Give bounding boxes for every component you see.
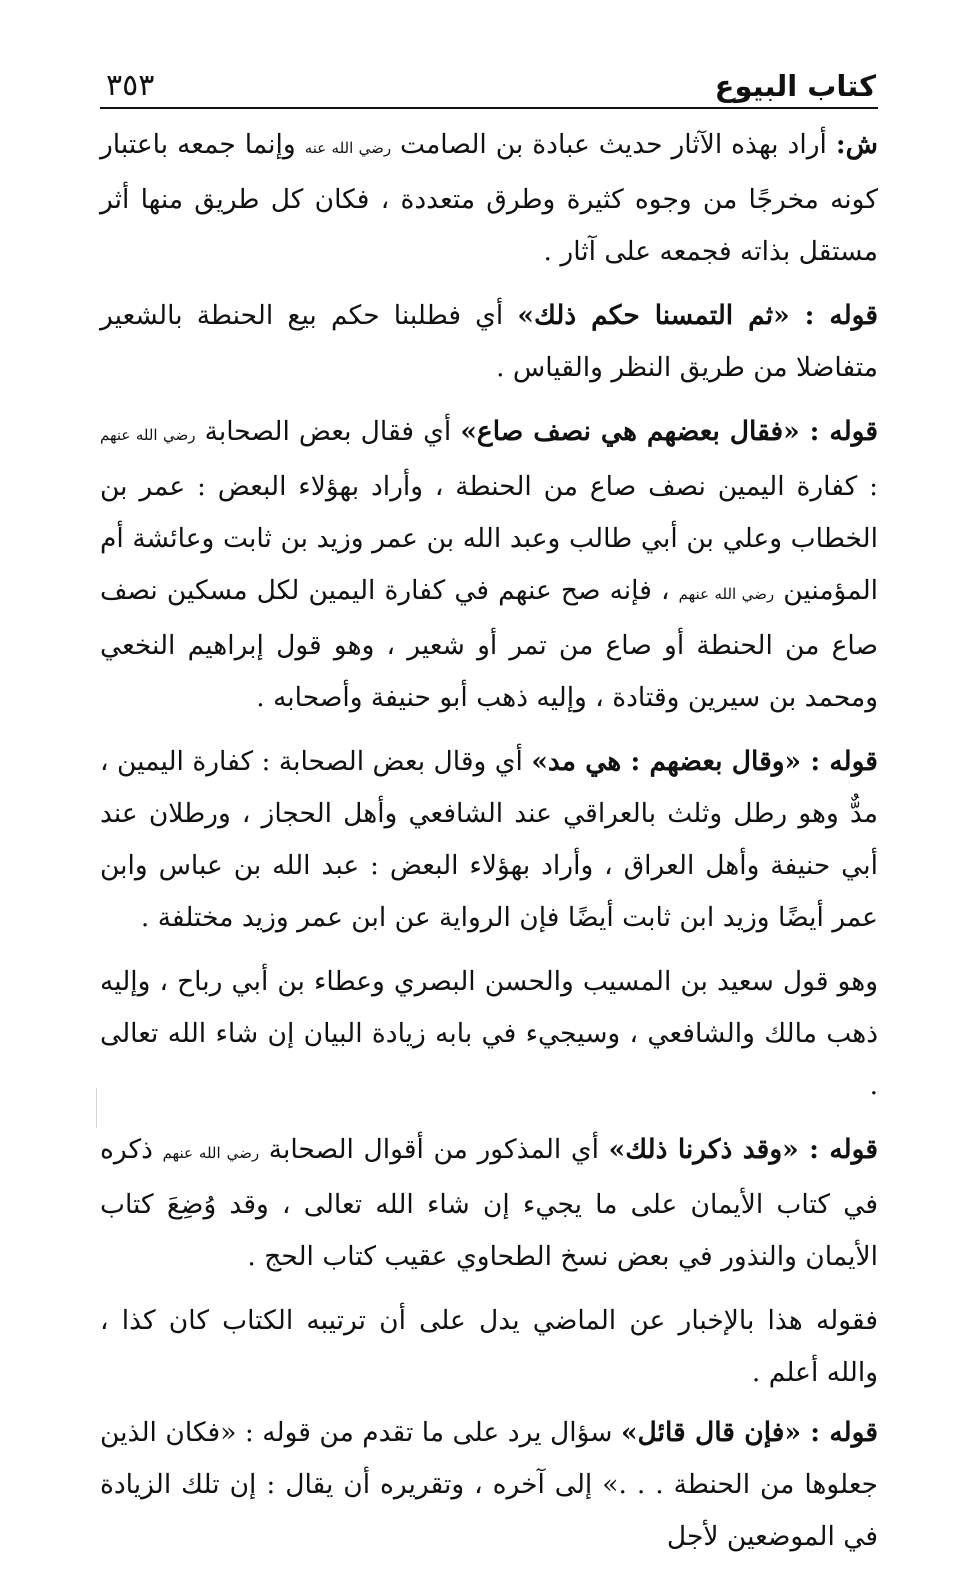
honorific-ligature: رضي الله عنهم: [100, 426, 196, 444]
honorific-ligature: رضي الله عنهم: [162, 1144, 260, 1162]
paragraph-text: ذكره في كتاب الأيمان على ما يجيء إن شاء الله تعالى ، وقد وُضِعَ كتاب الأيمان والنذور في بعض نسخ الطحاوي عقيب كتاب الحج .: [100, 1134, 878, 1272]
paragraph-qawluhu-2: [100, 406, 878, 724]
paragraph-lead: قوله :: [810, 1417, 878, 1448]
paragraph-text: ، فإنه صح عنهم في كفارة اليمين لكل مسكين نصف صاع من الحنطة أو صاع من تمر أو شعير ، وهو قول إبراهيم النخعي ومحمد بن سيرين وقتادة ، وإليه ذهب أبو حنيفة وأصحابه .: [100, 575, 878, 713]
paragraph-qawluhu-3: [100, 736, 878, 944]
paragraph-lead: ش:: [835, 129, 878, 160]
paragraph-lead: قوله :: [809, 416, 879, 447]
body-text: [100, 119, 878, 1563]
paragraph-text: أي وقال بعض الصحابة : كفارة اليمين ، مدٌّ وهو رطل وثلث بالعراقي عند الشافعي وأهل الحجاز ، ورطلان عند أبي حنيفة وأهل العراق ، وأراد بهؤلاء البعض : عبد الله بن عباس وابن عمر أيضًا وزيد ابن ثابت أيضًا فإن الرواية عن ابن عمر وزيد مختلفة .: [100, 746, 878, 933]
paragraph-qawluhu-4: [100, 1124, 878, 1283]
margin-mark: [96, 1088, 97, 1128]
honorific-ligature: رضي الله عنه: [304, 139, 392, 157]
paragraph-text: وهو قول سعيد بن المسيب والحسن البصري وعطاء بن أبي رباح ، وإليه ذهب مالك والشافعي ، وسيجيء في بابه زيادة البيان إن شاء الله تعالى .: [100, 966, 878, 1101]
quoted-phrase: «فقال بعضهم هي نصف صاع»: [460, 416, 810, 447]
paragraph-text: أي فطلبنا حكم بيع الحنطة بالشعير متفاضلا من طريق النظر والقياس .: [100, 300, 878, 383]
paragraph-text: : كفارة اليمين نصف صاع من الحنطة ، وأراد بهؤلاء البعض : عمر بن الخطاب وعلي بن أبي طالب وعبد الله بن عمر وزيد بن ثابت وعائشة أم المؤمنين: [100, 471, 879, 606]
paragraph-text: فقوله هذا بالإخبار عن الماضي يدل على أن ترتيبه الكتاب كان كذا ، والله أعلم .: [100, 1305, 878, 1388]
book-page: [100, 55, 878, 1575]
paragraph-text: أراد بهذه الآثار حديث عبادة بن الصامت: [391, 129, 836, 160]
paragraph-continuation: [100, 956, 878, 1112]
quoted-phrase: «وقد ذكرنا ذلك»: [608, 1134, 810, 1165]
paragraph-text: وإنما جمعه باعتبار كونه مخرجًا من وجوه كثيرة وطرق متعددة ، فكان كل طريق منها أثر مستقل بذاته فجمعه على آثار .: [100, 129, 878, 267]
paragraph-text: أي فقال بعض الصحابة: [195, 416, 461, 447]
quoted-phrase: «فإن قال قائل»: [620, 1417, 811, 1448]
paragraph-qawluhu-1: [100, 290, 878, 394]
paragraph-lead: قوله :: [809, 1134, 878, 1165]
paragraph-text: سؤال يرد على ما تقدم من قوله : «فكان الذين جعلوها من الحنطة . . .» إلى آخره ، وتقريره أن يقال : إن تلك الزيادة في الموضعين لأجل: [100, 1417, 878, 1552]
paragraph-remark: [100, 1295, 878, 1399]
paragraph-qawluhu-5: [100, 1407, 878, 1563]
honorific-ligature: رضي الله عنهم: [678, 585, 775, 603]
page-number: ٣٥٣: [106, 68, 155, 103]
running-head-title: كتاب البيوع: [714, 69, 876, 103]
paragraph-text: أي المذكور من أقوال الصحابة: [259, 1134, 609, 1165]
paragraph-lead: قوله :: [804, 300, 879, 331]
header-rule: [100, 107, 878, 109]
running-head: [100, 55, 878, 107]
paragraph-lead: قوله :: [810, 746, 878, 777]
paragraph-commentary-intro: [100, 119, 878, 278]
quoted-phrase: «وقال بعضهم : هي مد»: [531, 746, 811, 777]
quoted-phrase: «ثم التمسنا حكم ذلك»: [517, 300, 805, 331]
